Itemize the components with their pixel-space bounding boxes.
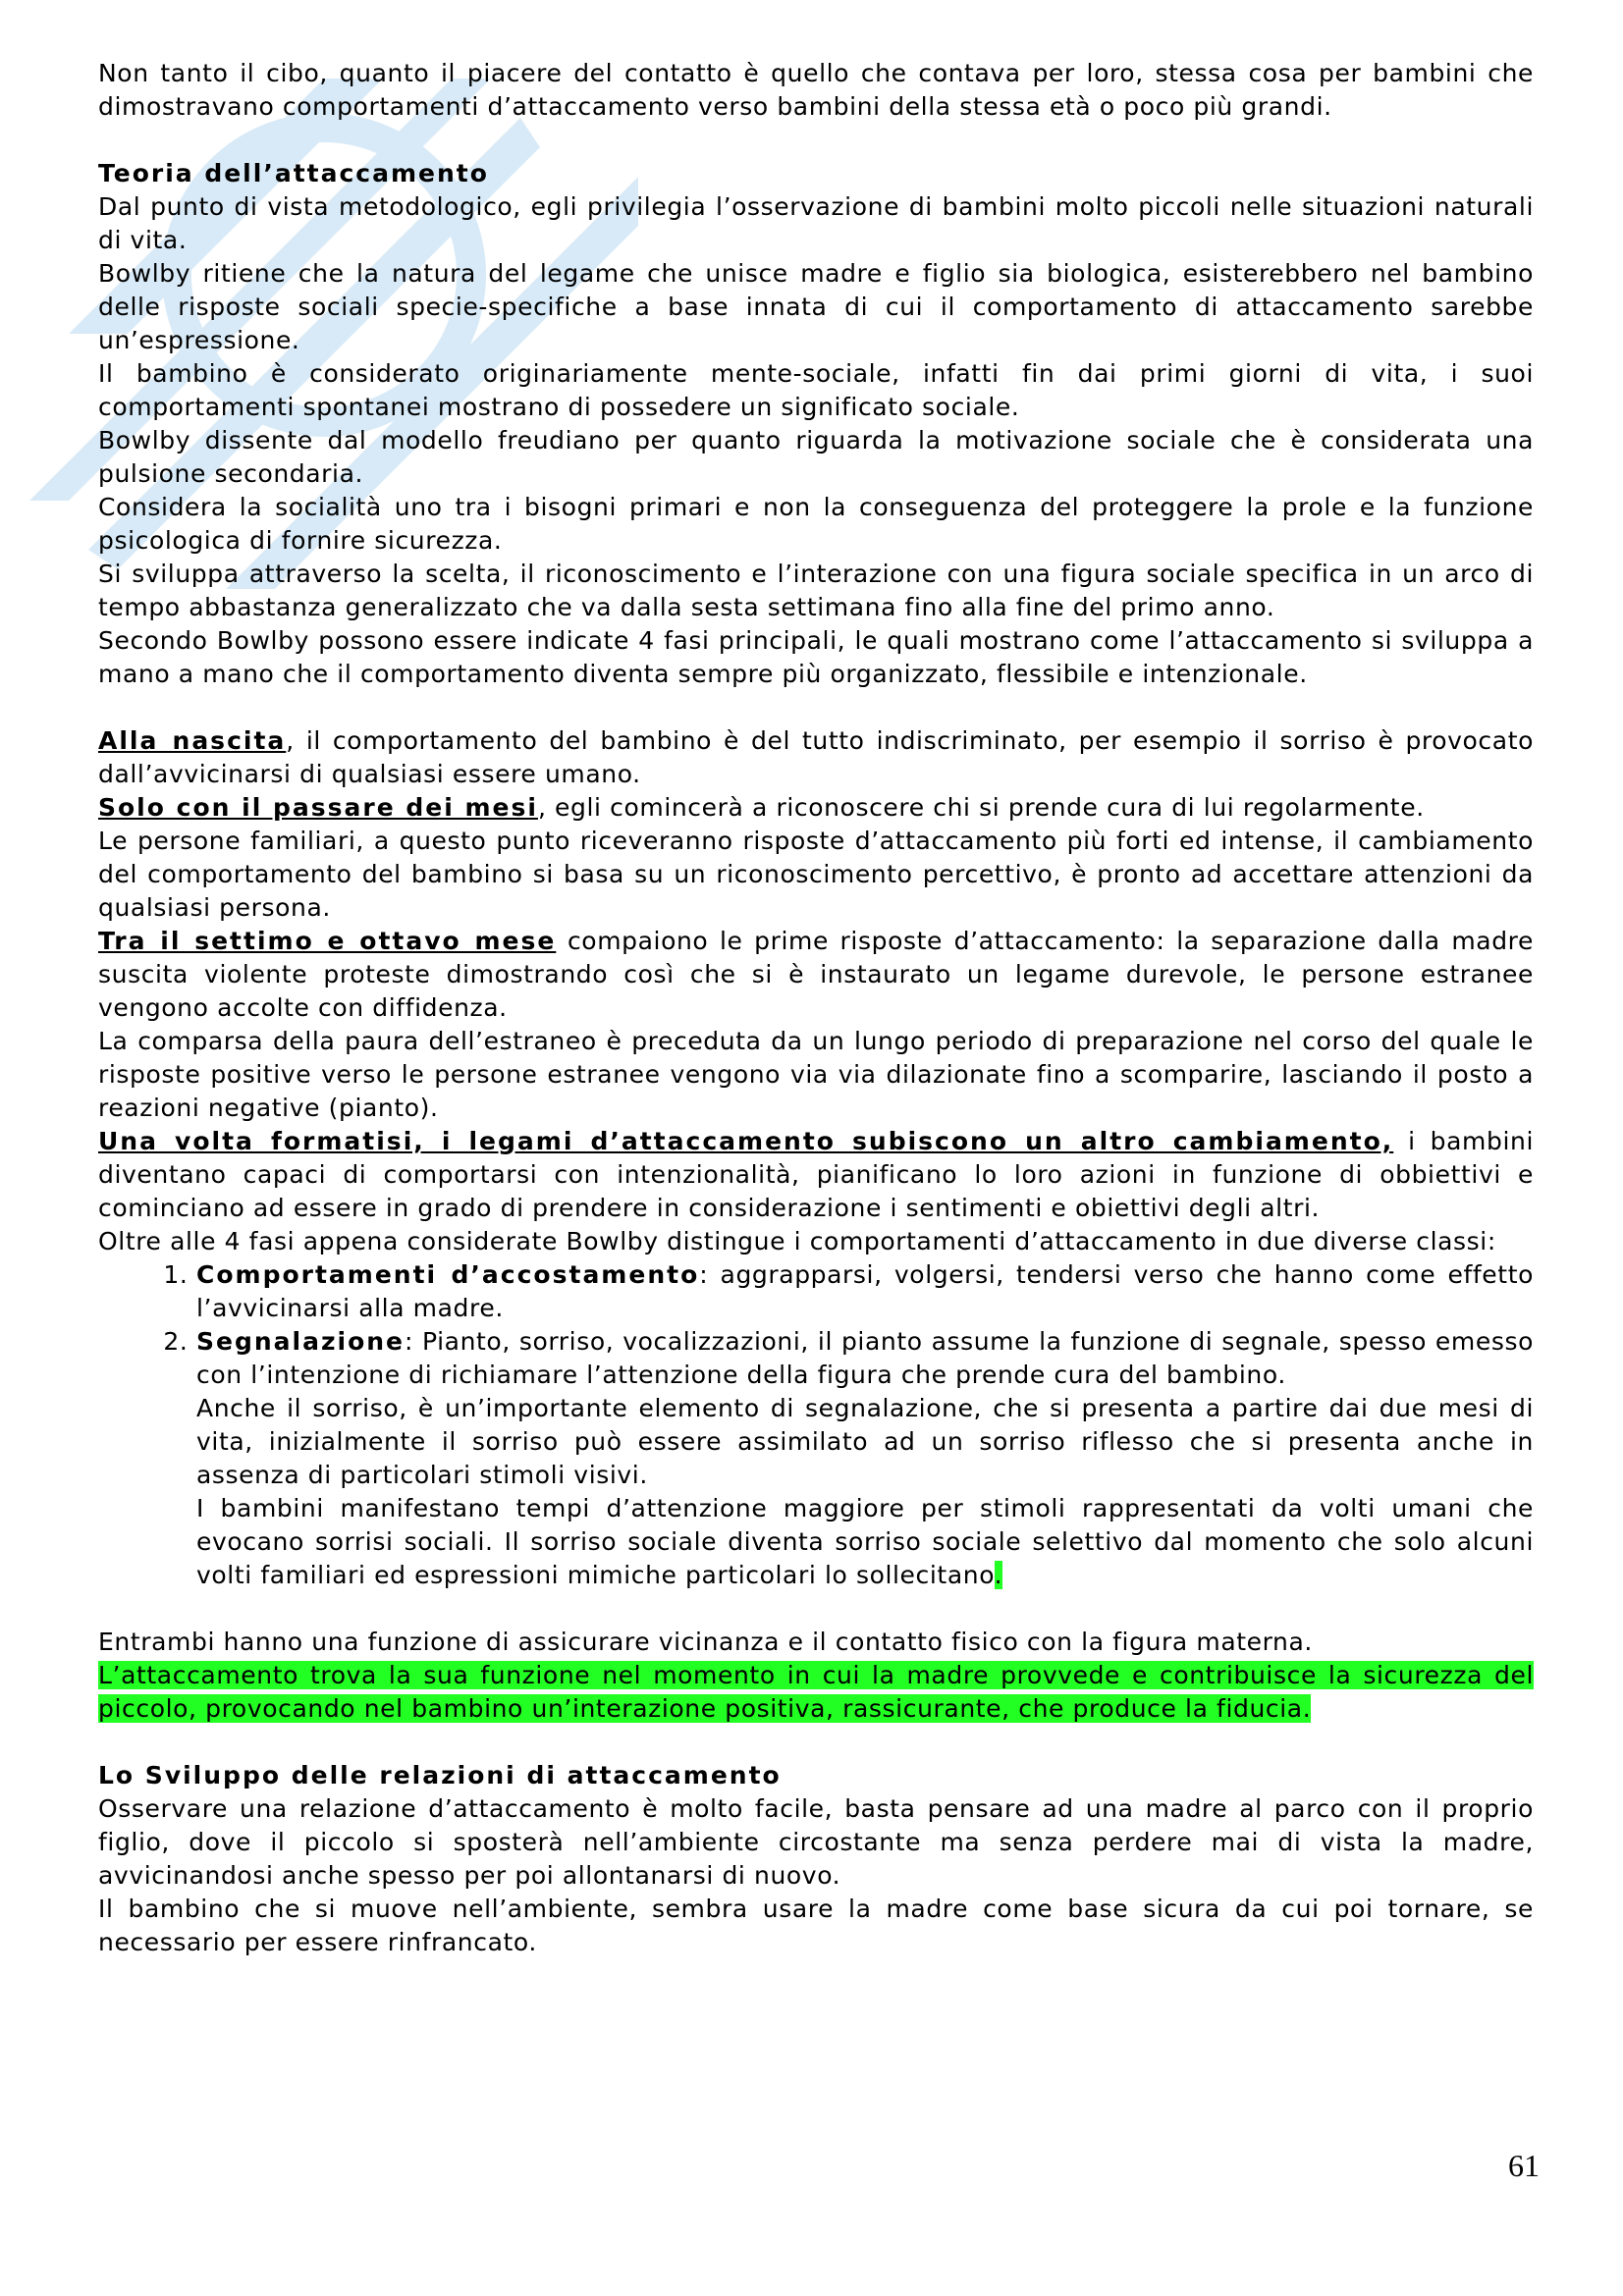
phase-text: , egli comincerà a riconoscere chi si prende cura di lui regolarmente. xyxy=(537,793,1425,822)
development-paragraph: Il bambino che si muove nell’ambiente, sembra usare la madre come base sicura da cui poi tornare, se necessario per essere rinfrancato. xyxy=(98,1895,1534,1956)
highlighted-paragraph xyxy=(98,1659,1534,1726)
phase-paragraph xyxy=(98,724,1534,791)
theory-paragraph: Bowlby ritiene che la natura del legame che unisce madre e figlio sia biologica, esisterebbero nel bambino delle risposte sociali specie-specifiche a base innata di cui il comportamento di attaccamento sarebbe un’espressione. xyxy=(98,259,1534,354)
section-heading-development: Lo Sviluppo delle relazioni di attaccamento xyxy=(98,1761,782,1789)
theory-paragraph: Secondo Bowlby possono essere indicate 4 fasi principali, le quali mostrano come l’attaccamento si sviluppa a mano a mano che il comportamento diventa sempre più organizzato, flessibile e intenzionale. xyxy=(98,626,1534,688)
spacer xyxy=(98,1726,1534,1759)
section-heading-theory: Teoria dell’attaccamento xyxy=(98,159,489,187)
class-extra-paragraph: I bambini manifestano tempi d’attenzione maggiore per stimoli rappresentati da volti umani che evocano sorrisi sociali. Il sorriso sociale diventa sorriso sociale selettivo dal momento che solo alcuni volti familiari ed espressioni mimiche particolari lo sollecitano. xyxy=(196,1494,1534,1589)
class-term: Segnalazione xyxy=(196,1327,406,1356)
phase-text: i bambini diventano capaci di comportarsi con intenzionalità, pianificano lo loro azioni in funzione di obbiettivi e cominciano ad essere in grado di prendere in considerazione i sentimenti e obiettivi degli altri. xyxy=(98,1127,1534,1222)
phase-paragraph xyxy=(98,791,1534,825)
phase-paragraph: La comparsa della paura dell’estraneo è preceduta da un lungo periodo di preparazione nel corso del quale le risposte positive verso le persone estranee vengono via via dilazionate fino a scomparire, lasciando il posto a reazioni negative (pianto). xyxy=(98,1027,1534,1122)
development-paragraph: Osservare una relazione d’attaccamento è molto facile, basta pensare ad una madre al parco con il proprio figlio, dove il piccolo si sposterà nell’ambiente circostante ma senza perdere mai di vista la madre, avvicinandosi anche spesso per poi allontanarsi di nuovo. xyxy=(98,1794,1534,1890)
theory-paragraph: Considera la socialità uno tra i bisogni primari e non la conseguenza del proteggere la prole e la funzione psicologica di fornire sicurezza. xyxy=(98,493,1534,555)
spacer xyxy=(98,691,1534,724)
intro-paragraph: Non tanto il cibo, quanto il piacere del contatto è quello che contava per loro, stessa cosa per bambini che dimostravano comportamenti d’attaccamento verso bambini della stessa età o poco più grandi. xyxy=(98,59,1534,121)
phase-text: compaiono le prime risposte d’attaccamento: la separazione dalla madre suscita violente proteste dimostrando così che si è instaurato un legame durevole, le persone estranee vengono accolte con diffidenza. xyxy=(98,927,1534,1022)
highlight-mark: . xyxy=(994,1561,1003,1589)
theory-paragraph: Il bambino è considerato originariamente mente-sociale, infatti fin dai primi giorni di vita, i suoi comportamenti spontanei mostrano di possedere un significato sociale. xyxy=(98,359,1534,421)
page-number: 61 xyxy=(1508,2148,1540,2183)
document-page xyxy=(98,57,1534,1959)
theory-paragraph: Bowlby dissente dal modello freudiano per quanto riguarda la motivazione sociale che è considerata una pulsione secondaria. xyxy=(98,426,1534,488)
phase-lead-months: Solo con il passare dei mesi xyxy=(98,793,538,822)
phase-text: , il comportamento del bambino è del tutto indiscriminato, per esempio il sorriso è provocato dall’avvicinarsi di qualsiasi essere umano. xyxy=(98,726,1534,788)
theory-paragraph: Si sviluppa attraverso la scelta, il riconoscimento e l’interazione con una figura sociale specifica in un arco di tempo abbastanza generalizzato che va dalla sesta settimana fino alla fine del primo anno. xyxy=(98,560,1534,621)
phase-paragraph: Oltre alle 4 fasi appena considerate Bowlby distingue i comportamenti d’attaccamento in due diverse classi: xyxy=(98,1227,1496,1255)
phase-paragraph: Le persone familiari, a questo punto riceveranno risposte d’attaccamento più forti ed intense, il cambiamento del comportamento del bambino si basa su un riconoscimento percettivo, è pronto ad accettare attenzioni da qualsiasi persona. xyxy=(98,827,1534,922)
spacer xyxy=(98,124,1534,157)
phase-lead-formed-bonds: Una volta formatisi, i legami d’attaccamento subiscono un altro cambiamento, xyxy=(98,1127,1394,1155)
attachment-classes-list xyxy=(98,1258,1534,1592)
phase-lead-birth: Alla nascita xyxy=(98,726,287,755)
phase-paragraph xyxy=(98,925,1534,1025)
class-text: : aggrapparsi, volgersi, tendersi verso che hanno come effetto l’avvicinarsi alla madre. xyxy=(196,1260,1534,1322)
class-text: : Pianto, sorriso, vocalizzazioni, il pianto assume la funzione di segnale, spesso emesso con l’intenzione di richiamare l’attenzione della figura che prende cura del bambino. xyxy=(196,1327,1534,1389)
spacer xyxy=(98,1592,1534,1626)
phase-paragraph xyxy=(98,1125,1534,1225)
theory-paragraph: Dal punto di vista metodologico, egli privilegia l’osservazione di bambini molto piccoli nelle situazioni naturali di vita. xyxy=(98,192,1534,254)
list-item xyxy=(196,1258,1534,1325)
highlighted-text: L’attaccamento trova la sua funzione nel momento in cui la madre provvede e contribuisce la sicurezza del piccolo, provocando nel bambino un’interazione positiva, rassicurante, che produce la fiducia. xyxy=(98,1661,1534,1723)
conclusion-paragraph: Entrambi hanno una funzione di assicurare vicinanza e il contatto fisico con la figura materna. xyxy=(98,1628,1313,1656)
phase-lead-seventh-month: Tra il settimo e ottavo mese xyxy=(98,927,557,955)
class-term: Comportamenti d’accostamento xyxy=(196,1260,700,1289)
class-extra-paragraph: Anche il sorriso, è un’importante elemento di segnalazione, che si presenta a partire dai due mesi di vita, inizialmente il sorriso può essere assimilato ad un sorriso riflesso che si presenta anche in assenza di particolari stimoli visivi. xyxy=(196,1394,1534,1489)
list-item xyxy=(196,1325,1534,1592)
